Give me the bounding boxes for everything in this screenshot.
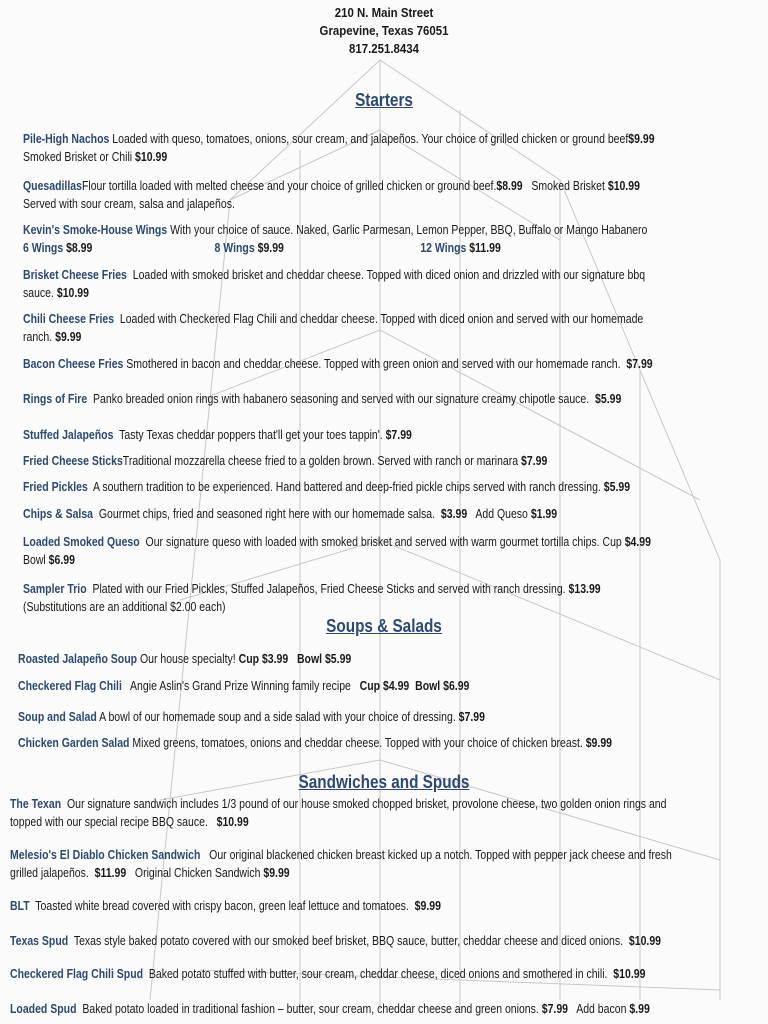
item-price-cup: Cup $3.99 <box>238 652 289 666</box>
item-price-alt: $6.99 <box>48 553 75 567</box>
wing-price-6: $8.99 <box>66 241 93 255</box>
item-price: $5.99 <box>603 480 631 494</box>
item-extra: Original Chicken Sandwich <box>134 866 261 880</box>
item-price: $3.99 <box>440 507 468 521</box>
item-price: $9.99 <box>414 899 441 913</box>
wing-price-12: $11.99 <box>469 241 501 255</box>
menu-item-stuffed-jalapenos <box>23 426 412 444</box>
section-heading-soups-salads: Soups & Salads <box>326 616 442 636</box>
menu-item-fried-pickles <box>23 478 630 496</box>
item-description: Our house specialty! <box>139 652 236 666</box>
menu-item-roasted-jalapeno-soup <box>18 650 351 668</box>
item-description: Texas style baked potato covered with our smoked beef brisket, BBQ sauce, butter, cheddar cheese and diced onions. <box>73 934 624 948</box>
wing-price-8: $9.99 <box>257 241 284 255</box>
item-name: Bacon Cheese Fries <box>23 357 124 371</box>
item-price: $5.99 <box>595 392 622 406</box>
item-extra: Add bacon <box>576 1002 627 1016</box>
item-description: Baked potato stuffed with butter, sour cream, cheddar cheese, diced onions and smothered in chili. <box>148 967 608 981</box>
phone-number: 817.251.8434 <box>349 41 419 56</box>
item-price: $9.99 <box>585 736 612 750</box>
item-name: Checkered Flag Chili <box>18 679 122 693</box>
item-description: Smothered in bacon and cheddar cheese. Topped with green onion and served with our homemade ranch. <box>126 357 621 371</box>
item-extra: Add Queso <box>475 507 528 521</box>
item-price: $8.99 <box>496 179 523 193</box>
item-description: Loaded with queso, tomatoes, onions, sour cream, and jalapeños. Your choice of grilled chicken or ground beef <box>112 132 629 146</box>
section-heading-sandwiches-spuds: Sandwiches and Spuds <box>298 772 470 792</box>
item-price: $10.99 <box>628 934 662 948</box>
item-description: Loaded with Checkered Flag Chili and cheddar cheese. Topped with diced onion and served with our homemade <box>119 312 644 326</box>
section-heading-starters: Starters <box>355 90 413 110</box>
menu-item-checkered-flag-chili <box>18 677 469 695</box>
item-price: $10.99 <box>216 815 249 829</box>
item-price: $10.99 <box>56 286 89 300</box>
item-description: Tasty Texas cheddar poppers that'll get your toes tappin'. <box>119 428 383 442</box>
menu-item-soup-and-salad <box>18 708 485 726</box>
item-extra: Smoked Brisket <box>531 179 605 193</box>
menu-item-chili-cheese-fries <box>23 310 643 346</box>
item-name: Chicken Garden Salad <box>18 736 130 750</box>
item-description: Plated with our Fried Pickles, Stuffed Jalapeños, Fried Cheese Sticks and served with ranch dressing. <box>92 582 566 596</box>
item-price: $9.99 <box>55 330 82 344</box>
item-name: Texas Spud <box>10 934 69 948</box>
menu-item-pile-high-nachos <box>23 130 655 166</box>
restaurant-address <box>46 0 722 58</box>
item-name: Sampler Trio <box>23 582 87 596</box>
item-price: $11.99 <box>94 866 127 880</box>
item-price: $7.99 <box>458 710 485 724</box>
wing-option-6: 6 Wings <box>23 241 64 255</box>
item-price-alt: $10.99 <box>607 179 640 193</box>
item-description-line2: ranch. <box>23 330 53 344</box>
item-price: $7.99 <box>626 357 653 371</box>
item-name: Kevin's Smoke-House Wings <box>23 223 168 237</box>
menu-item-rings-of-fire <box>23 390 621 408</box>
item-name: Roasted Jalapeño Soup <box>18 652 138 666</box>
item-price-bowl: Bowl $6.99 <box>415 679 470 693</box>
menu-item-loaded-spud <box>10 1000 650 1018</box>
item-description: Traditional mozzarella cheese fried to a golden brown. Served with ranch or marinara <box>122 454 519 468</box>
item-name: The Texan <box>10 797 62 811</box>
item-price: $7.99 <box>541 1002 569 1016</box>
item-description: Our original blackened chicken breast kicked up a notch. Topped with pepper jack cheese and fresh <box>209 848 672 862</box>
item-name: Rings of Fire <box>23 392 88 406</box>
item-price: $10.99 <box>613 967 646 981</box>
item-name: Soup and Salad <box>18 710 97 724</box>
item-description-line2: (Substitutions are an additional $2.00 each) <box>23 600 226 614</box>
item-name: Checkered Flag Chili Spud <box>10 967 144 981</box>
menu-item-sampler-trio <box>23 580 601 616</box>
item-price: $7.99 <box>385 428 412 442</box>
item-name: Fried Cheese Sticks <box>23 454 123 468</box>
item-description: Baked potato loaded in traditional fashion – butter, sour cream, cheddar cheese and green onions. <box>82 1002 539 1016</box>
item-description: Panko breaded onion rings with habanero seasoning and served with our signature creamy chipotle sauce. <box>93 392 590 406</box>
item-description: Angie Aslin's Grand Prize Winning family recipe <box>130 679 351 693</box>
menu-item-smoke-house-wings <box>23 221 647 257</box>
item-description: Loaded with smoked brisket and cheddar cheese. Topped with diced onion and drizzled with our signature bbq <box>132 268 646 282</box>
item-price: $4.99 <box>624 535 651 549</box>
item-description: Gourmet chips, fried and seasoned right here with our homemade salsa. <box>98 507 436 521</box>
item-price: $9.99 <box>628 132 655 146</box>
item-description: A bowl of our homemade soup and a side salad with your choice of dressing. <box>99 710 456 724</box>
menu-item-texas-spud <box>10 932 661 950</box>
item-price: $13.99 <box>568 582 601 596</box>
menu-item-brisket-cheese-fries <box>23 266 645 302</box>
item-price-bowl: Bowl $5.99 <box>296 652 352 666</box>
menu-item-bacon-cheese-fries <box>23 355 653 373</box>
item-name: Melesio's El Diablo Chicken Sandwich <box>10 848 201 862</box>
menu-item-checkered-flag-chili-spud <box>10 965 645 983</box>
item-name: BLT <box>10 899 30 913</box>
item-description-line2: sauce. <box>23 286 54 300</box>
wing-option-8: 8 Wings <box>214 241 255 255</box>
menu-item-quesadillas <box>23 177 640 213</box>
menu-item-el-diablo-chicken-sandwich <box>10 846 672 882</box>
item-price-alt: $9.99 <box>263 866 290 880</box>
item-description: Mixed greens, tomatoes, onions and cheddar cheese. Topped with your choice of chicken breast. <box>132 736 583 750</box>
item-description: A southern tradition to be experienced. Hand battered and deep-fried pickle chips served with ranch dressing. <box>93 480 601 494</box>
menu-item-fried-cheese-sticks <box>23 452 547 470</box>
street-address: 210 N. Main Street <box>334 5 434 20</box>
item-name: Loaded Spud <box>10 1002 77 1016</box>
item-description: With your choice of sauce. Naked, Garlic Parmesan, Lemon Pepper, BBQ, Buffalo or Mango Habanero <box>170 223 648 237</box>
item-description-line2: topped with our special recipe BBQ sauce. <box>10 815 208 829</box>
item-description-line2: grilled jalapeños. <box>10 866 89 880</box>
item-description-line2: Bowl <box>23 553 46 567</box>
item-price: $7.99 <box>521 454 548 468</box>
item-name: Fried Pickles <box>23 480 88 494</box>
item-name: Chips & Salsa <box>23 507 94 521</box>
item-name: Stuffed Jalapeños <box>23 428 114 442</box>
item-price-cup: Cup $4.99 <box>359 679 410 693</box>
item-name: Brisket Cheese Fries <box>23 268 127 282</box>
item-name: Pile-High Nachos <box>23 132 110 146</box>
item-description: Our signature queso with loaded with smoked brisket and served with warm gourmet tortilla chips. Cup <box>145 535 622 549</box>
menu-item-chicken-garden-salad <box>18 734 612 752</box>
item-description: Our signature sandwich includes 1/3 pound of our house smoked chopped brisket, provolone cheese, two golden onion rings and <box>67 797 667 811</box>
item-price-alt: $10.99 <box>135 150 168 164</box>
item-price-alt: $1.99 <box>530 507 558 521</box>
item-name: Quesadillas <box>23 179 82 193</box>
item-name: Loaded Smoked Queso <box>23 535 140 549</box>
item-price-alt: $.99 <box>629 1002 650 1016</box>
menu-item-blt <box>10 897 441 915</box>
menu-item-the-texan <box>10 795 666 831</box>
item-description-line2: Smoked Brisket or Chili <box>23 150 133 164</box>
item-name: Chili Cheese Fries <box>23 312 115 326</box>
item-description: Toasted white bread covered with crispy bacon, green leaf lettuce and tomatoes. <box>35 899 409 913</box>
item-description-line2: Served with sour cream, salsa and jalapeños. <box>23 197 235 211</box>
menu-item-loaded-smoked-queso <box>23 533 651 569</box>
menu-item-chips-salsa <box>23 505 557 523</box>
wing-option-12: 12 Wings <box>420 241 467 255</box>
city-state-zip: Grapevine, Texas 76051 <box>319 23 449 38</box>
item-description: Flour tortilla loaded with melted cheese and your choice of grilled chicken or ground beef. <box>81 179 497 193</box>
